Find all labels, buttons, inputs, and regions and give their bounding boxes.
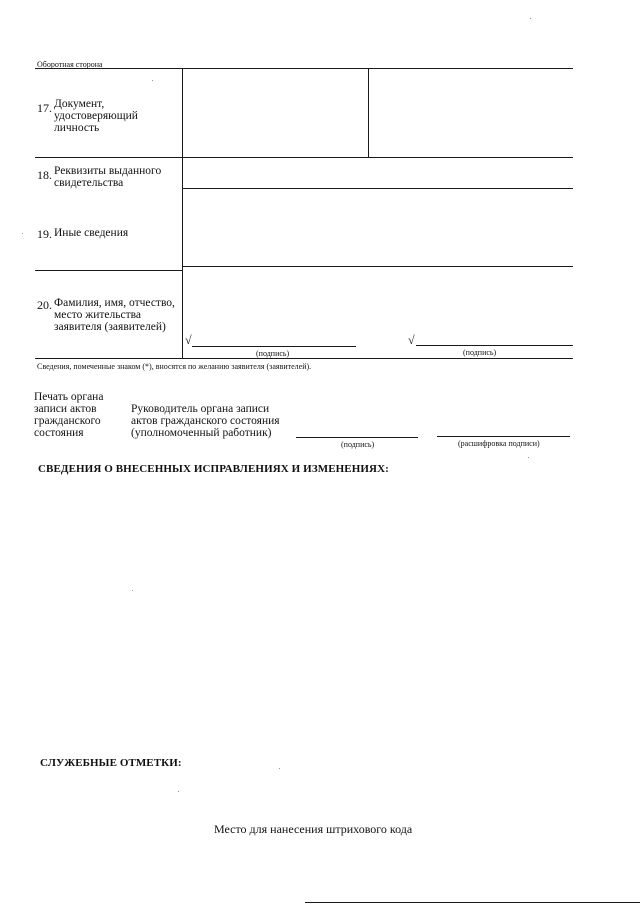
head-decode-line [437, 436, 570, 437]
row19-label: Иные сведения [54, 227, 129, 239]
head-signature-caption: (подпись) [341, 440, 375, 449]
scan-speck [132, 590, 133, 591]
row17-label: Документ, удостоверяющий личность [54, 98, 138, 134]
table-column-divider [182, 68, 183, 358]
signature-caption-2: (подпись) [463, 348, 497, 357]
service-marks-heading: СЛУЖЕБНЫЕ ОТМЕТКИ: [40, 757, 182, 769]
row18-bottom-rule [182, 188, 573, 189]
signature-check-2: √ [408, 333, 415, 347]
head-decode-caption: (расшифровка подписи) [458, 439, 540, 448]
scan-speck [530, 18, 531, 19]
optional-fields-note: Сведения, помеченные знаком (*), вносятся по желанию заявителя (заявителей). [37, 362, 312, 371]
signature-line-2 [416, 345, 573, 346]
row20-number: 20. [37, 298, 52, 312]
row17-number: 17. [37, 101, 52, 115]
scan-speck [279, 768, 280, 769]
head-signature-line [296, 437, 418, 438]
scan-speck [178, 791, 179, 792]
signature-caption-1: (подпись) [256, 349, 290, 358]
bottom-edge-rule [305, 902, 640, 903]
row17-inner-divider [368, 68, 369, 157]
table-top-rule [35, 68, 573, 69]
row19-left-rule [35, 270, 182, 271]
corrections-heading: СВЕДЕНИЯ О ВНЕСЕННЫХ ИСПРАВЛЕНИЯХ И ИЗМЕНЕНИЯХ: [38, 463, 389, 475]
scan-speck [22, 233, 23, 234]
scan-speck [152, 80, 153, 81]
row19-bottom-rule [182, 266, 573, 267]
row19-number: 19. [37, 227, 52, 241]
row18-label: Реквизиты выданного свидетельства [54, 165, 162, 189]
scan-speck [528, 457, 529, 458]
head-label: Руководитель органа записи актов гражданского состояния (уполномоченный работник) [131, 403, 280, 439]
stamp-label: Печать органа записи актов гражданского состояния [34, 391, 104, 439]
table-bottom-rule [35, 358, 573, 359]
row20-label: Фамилия, имя, отчество, место жительства заявителя (заявителей) [54, 297, 175, 333]
side-label: Оборотная сторона [37, 60, 103, 69]
row17-bottom-rule [35, 157, 573, 158]
barcode-place-label: Место для нанесения штрихового кода [214, 822, 413, 836]
signature-check-1: √ [185, 333, 192, 347]
row18-number: 18. [37, 168, 52, 182]
signature-line-1 [192, 346, 356, 347]
